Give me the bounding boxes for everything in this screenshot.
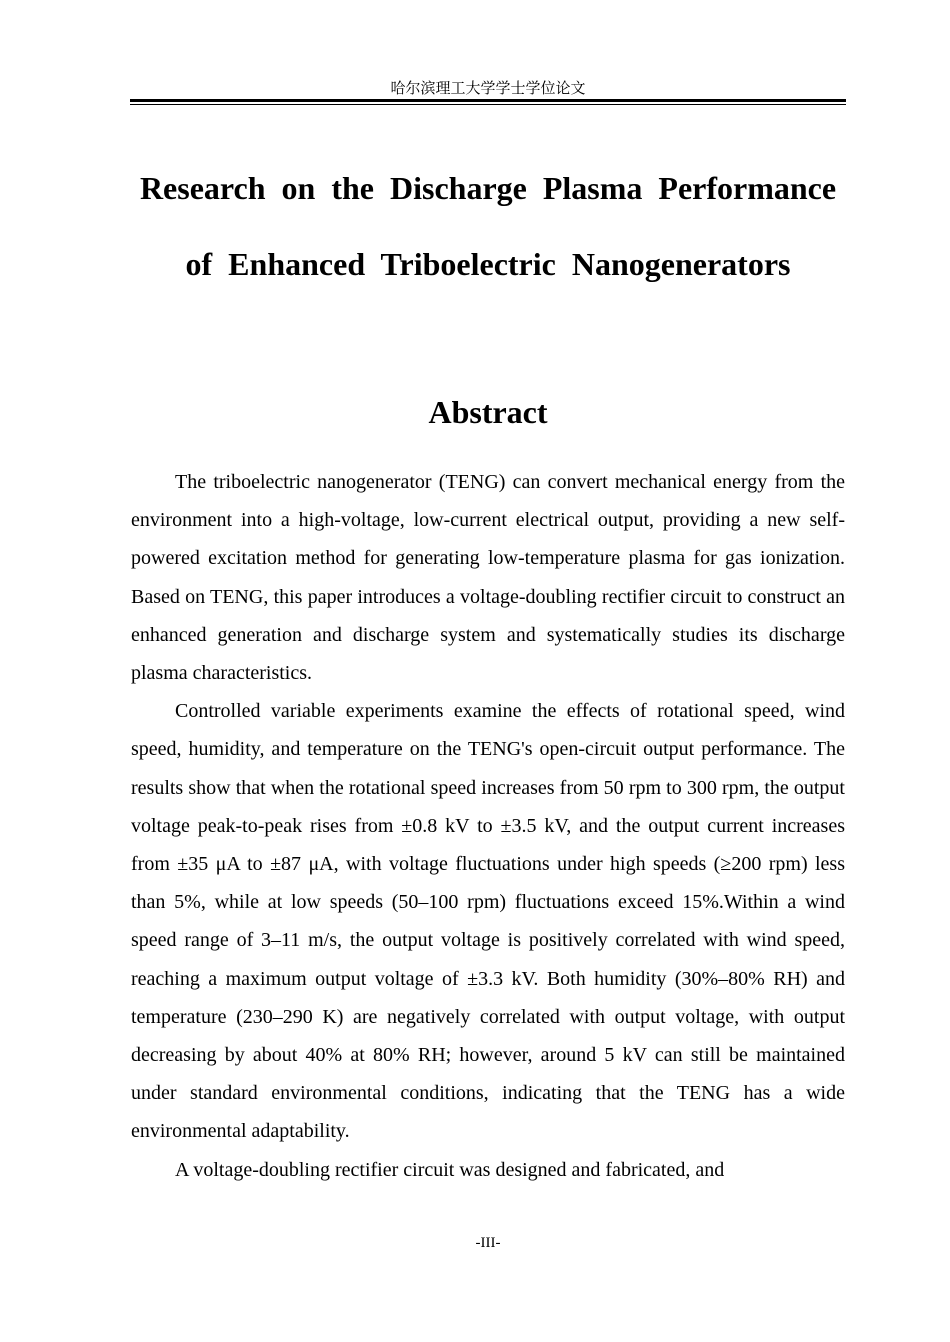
running-header: 哈尔滨理工大学学士学位论文: [390, 79, 586, 97]
header-rule-thick: [130, 99, 846, 102]
abstract-paragraph-2: Controlled variable experiments examine the effects of rotational speed, wind speed, humidity, and temperature on the TENG's open-circuit output performance. The results show that when the rotational speed increases from 50 rpm to 300 rpm, the output voltage peak-to-peak rises from ±0.8 kV to ±3.5 kV, and the output current increases from ±35 μA to ±87 μA, with voltage fluctuations under high speeds (≥200 rpm) less than 5%, while at low speeds (50–100 rpm) fluctuations exceed 15%.Within a wind speed range of 3–11 m/s, the output voltage is positively correlated with wind speed, reaching a maximum output voltage of ±3.3 kV. Both humidity (30%–80% RH) and temperature (230–290 K) are negatively correlated with output voltage, with output decreasing by about 40% at 80% RH; however, around 5 kV can still be maintained under standard environmental conditions, indicating that the TENG has a wide environmental adaptability.: [131, 700, 845, 1143]
paper-title: Research on the Discharge Plasma Performance of Enhanced Triboelectric Nanogenerators: [139, 170, 837, 282]
abstract-paragraph-3: A voltage-doubling rectifier circuit was designed and fabricated, and: [175, 1158, 725, 1181]
abstract-body: [131, 463, 845, 1189]
page-number: -III-: [475, 1235, 501, 1251]
abstract-paragraph-1: The triboelectric nanogenerator (TENG) can convert mechanical energy from the environment into a high-voltage, low-current electrical output, providing a new self-powered excitation method for generating low-temperature plasma for gas ionization. Based on TENG, this paper introduces a voltage-doubling rectifier circuit to construct an enhanced generation and discharge system and systematically studies its discharge plasma characteristics.: [131, 471, 845, 685]
header-rule-thin: [130, 104, 846, 105]
abstract-heading: Abstract: [428, 394, 548, 430]
